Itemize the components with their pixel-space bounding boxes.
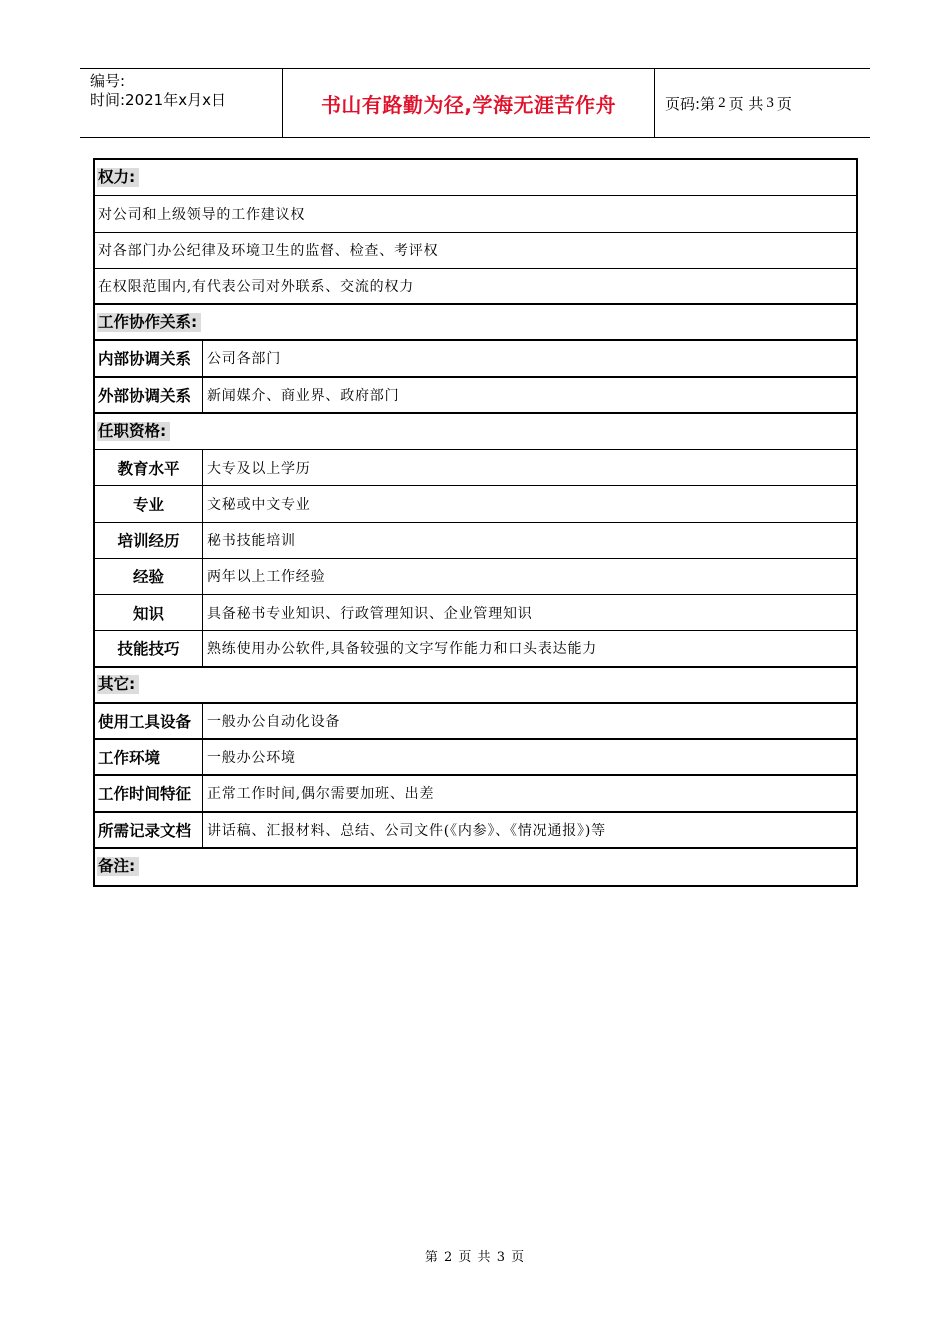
- header-motto: 书山有路勤为径,学海无涯苦作舟: [283, 69, 655, 137]
- header-number-label: 编号:: [90, 72, 126, 90]
- job-description-table: [93, 158, 858, 887]
- page-footer: 第 2 页 共 3 页: [424, 1250, 526, 1265]
- power-item: [95, 196, 856, 232]
- section-title-power: 权力:: [97, 168, 139, 187]
- section-title-qualification: 任职资格:: [97, 422, 170, 441]
- other-row: [95, 704, 856, 740]
- section-header-power: [95, 160, 856, 196]
- header-page-total: 3: [766, 94, 774, 111]
- qualification-label: 专业: [95, 486, 203, 521]
- section-header-qualification: [95, 414, 856, 450]
- header-meta: [80, 69, 283, 137]
- qualification-label: 培训经历: [95, 523, 203, 558]
- qualification-value: 两年以上工作经验: [207, 569, 326, 586]
- power-item-text: 对各部门办公纪律及环境卫生的监督、检查、考评权: [98, 243, 439, 260]
- qualification-row: [95, 523, 856, 559]
- power-item: [95, 269, 856, 305]
- section-header-other: [95, 668, 856, 704]
- qualification-label: 技能技巧: [95, 631, 203, 665]
- section-title-other: 其它:: [97, 675, 139, 694]
- qualification-value: 大专及以上学历: [207, 460, 311, 477]
- other-value: 正常工作时间,偶尔需要加班、出差: [207, 786, 435, 803]
- section-header-relations: [95, 305, 856, 341]
- header-page-info: [655, 69, 870, 137]
- other-row: [95, 740, 856, 776]
- header-page-mid: 页 共: [728, 94, 764, 113]
- relation-row: [95, 341, 856, 377]
- header-page-current: 2: [718, 94, 726, 111]
- qualification-row: [95, 631, 856, 667]
- qualification-value: 具备秘书专业知识、行政管理知识、企业管理知识: [207, 605, 533, 622]
- other-label: 工作时间特征: [95, 776, 203, 810]
- qualification-value: 文秘或中文专业: [207, 496, 311, 513]
- section-header-remarks: [95, 849, 856, 885]
- qualification-value: 秘书技能培训: [207, 533, 296, 550]
- page-header: [80, 68, 870, 138]
- section-title-remarks: 备注:: [97, 857, 139, 876]
- qualification-value: 熟练使用办公软件,具备较强的文字写作能力和口头表达能力: [207, 641, 598, 658]
- qualification-row: [95, 486, 856, 522]
- other-row: [95, 776, 856, 812]
- qualification-row: [95, 450, 856, 486]
- section-title-relations: 工作协作关系:: [97, 313, 201, 332]
- relation-value: 新闻媒介、商业界、政府部门: [207, 387, 400, 404]
- header-page-suffix: 页: [776, 94, 792, 113]
- other-value: 一般办公环境: [207, 750, 296, 767]
- power-item-text: 对公司和上级领导的工作建议权: [98, 206, 306, 223]
- qualification-row: [95, 559, 856, 595]
- qualification-label: 经验: [95, 559, 203, 594]
- relation-label: 内部协调关系: [95, 341, 203, 375]
- header-page-prefix: 页码:第: [665, 94, 716, 113]
- other-label: 工作环境: [95, 740, 203, 774]
- other-value: 讲话稿、汇报材料、总结、公司文件(《内参》、《情况通报》)等: [207, 822, 606, 839]
- qualification-label: 教育水平: [95, 450, 203, 485]
- header-time-label: 时间:2021年x月x日: [90, 91, 226, 109]
- relation-row: [95, 378, 856, 414]
- power-item: [95, 233, 856, 269]
- qualification-label: 知识: [95, 595, 203, 630]
- other-label: 使用工具设备: [95, 704, 203, 738]
- relation-label: 外部协调关系: [95, 378, 203, 412]
- other-label: 所需记录文档: [95, 813, 203, 847]
- power-item-text: 在权限范围内,有代表公司对外联系、交流的权力: [98, 278, 415, 295]
- other-value: 一般办公自动化设备: [207, 713, 341, 730]
- qualification-row: [95, 595, 856, 631]
- relation-value: 公司各部门: [207, 351, 281, 368]
- other-row: [95, 813, 856, 849]
